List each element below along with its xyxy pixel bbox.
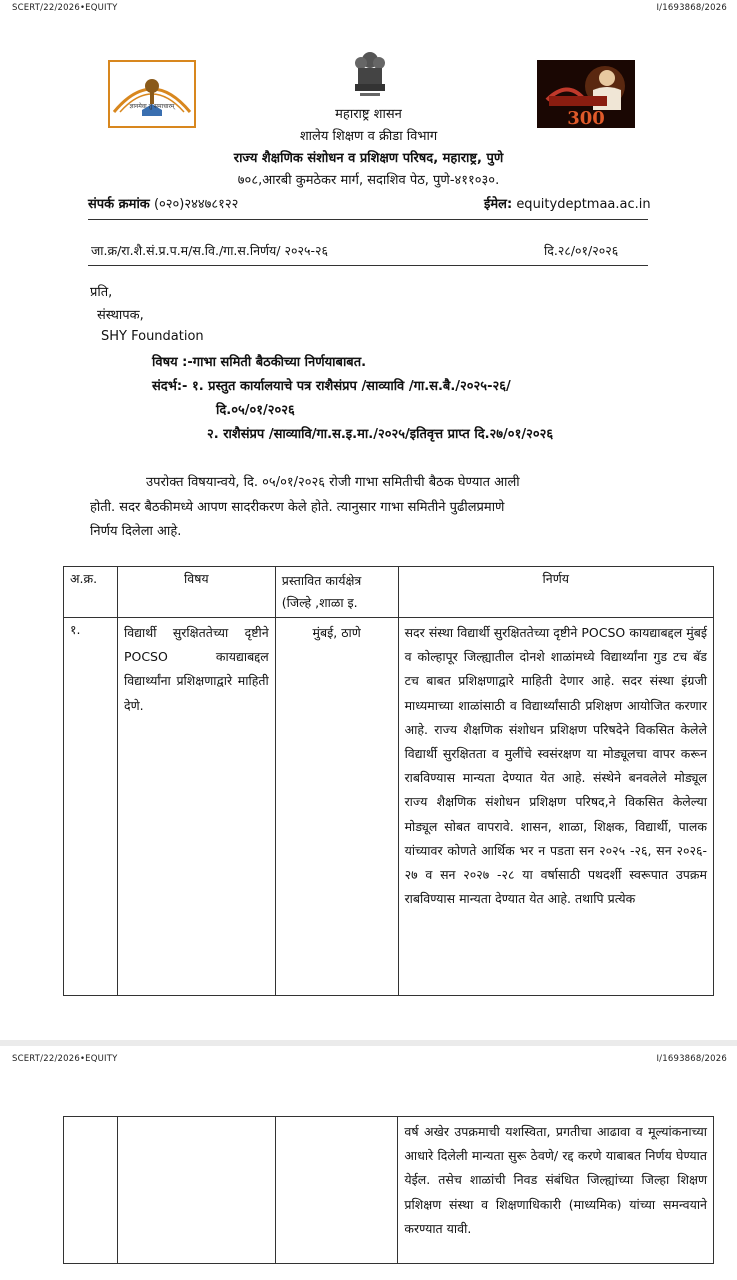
row-area: मुंबई, ठाणे xyxy=(275,618,398,996)
col-header-subject: विषय xyxy=(117,567,275,618)
col-header-sr: अ.क्र. xyxy=(64,567,118,618)
col-header-decision: निर्णय xyxy=(398,567,713,618)
body-line-3: निर्णय दिलेला आहे. xyxy=(90,524,182,539)
page-header-right: I/1693868/2026 xyxy=(656,1054,727,1064)
row-area-empty xyxy=(275,1117,398,1264)
seal-motto: ज्ञानमेवा तु समाचारम् xyxy=(129,103,175,110)
national-emblem-icon xyxy=(350,48,390,100)
letterhead-line4: ७०८,आरबी कुमठेकर मार्ग, सदाशिव पेठ, पुणे-४११०३०. xyxy=(237,173,500,188)
decision-table xyxy=(63,566,714,996)
body-line-2: होती. सदर बैठकीमध्ये आपण सादरीकरण केले होते. त्यानुसार गाभा समितीने पुढीलप्रमाणे xyxy=(90,500,505,515)
row-subject: विद्यार्थी सुरक्षिततेच्या दृष्टीने POCSO कायद्याबद्दल विद्यार्थ्यांना प्रशिक्षणाद्वारे माहिती देणे. xyxy=(117,618,275,996)
ref-divider xyxy=(88,265,648,266)
row-decision: सदर संस्था विद्यार्थी सुरक्षिततेच्या दृष्टीने POCSO कायद्याबद्दल मुंबई व कोल्हापूर जिल्ह्यातील दोनशे शाळांमध्ये विद्यार्थ्यांना गुड टच बॅड टच बाबत प्रशिक्षणाद्वारे माहिती देणार आहे. सदर संस्था इंग्रजी माध्यमाच्या शाळांसाठी व विद्यार्थ्यांसाठी प्रशिक्षण आयोजित करणार आहे. राज्य शैक्षणिक संशोधन प्रशिक्षण परिषदेने विकसित केलेले विद्यार्थी सुरक्षितता व मुलींचे स्वसंरक्षण या मोड्यूलचा वापर करून राबविण्यास मान्यता देण्यात येत आहे. संस्थेने बनवलेले मोड्यूल राज्य शैक्षणिक संशोधन प्रशिक्षण परिषद,ने विकसित केलेल्या मोड्यूल सोबत वापरावे. शासन, शाळा, शिक्षक, विद्यार्थी, पालक यांच्यावर कोणते आर्थिक भर न पडता सन २०२५ -२६, सन २०२६- २७ व सन २०२७ -२८ या वर्षासाठी पथदर्शी स्वरूपात उपक्रम राबविण्यास मान्यता देण्यात येत आहे. तथापि प्रत्येक xyxy=(398,618,713,996)
row-subject-empty xyxy=(117,1117,275,1264)
col-header-area: प्रस्तावित कार्यक्षेत्र (जिल्हे ,शाळा इ. xyxy=(275,567,398,618)
page-header-left: SCERT/22/2026•EQUITY xyxy=(12,3,118,13)
table-row xyxy=(64,1117,714,1264)
contact-label: संपर्क क्रमांक xyxy=(88,197,150,212)
letterhead-divider xyxy=(88,219,648,220)
address-to: प्रति, xyxy=(90,285,113,300)
document-page-2 xyxy=(0,1046,737,1280)
row-sr-empty xyxy=(64,1117,118,1264)
email xyxy=(484,194,651,212)
reference-2: २. राशैसंप्रप /साव्यावि/गा.स.इ.मा./२०२५/इतिवृत्त प्राप्त दि.२७/०१/२०२६ xyxy=(207,427,554,442)
contact-value: (०२०)२४४७८१२२ xyxy=(153,197,239,212)
page-header-left: SCERT/22/2026•EQUITY xyxy=(12,1054,118,1064)
email-label: ईमेल: xyxy=(484,197,513,212)
letterhead-line1: महाराष्ट्र शासन xyxy=(335,107,402,122)
decision-table-continued xyxy=(63,1116,714,1264)
subject-line: विषय :-गाभा समिती बैठकीच्या निर्णयाबाबत. xyxy=(152,355,367,370)
address-designation: संस्थापक, xyxy=(97,308,144,323)
page-header-right: I/1693868/2026 xyxy=(656,3,727,13)
letterhead-line2: शालेय शिक्षण व क्रीडा विभाग xyxy=(299,129,438,144)
contact-number xyxy=(88,194,238,212)
reference-number: जा.क्र/रा.शै.सं.प्र.प.म/स.वि./गा.स.निर्णय/ २०२५-२६ xyxy=(91,243,328,258)
email-value: equitydeptmaa.ac.in xyxy=(516,197,651,212)
letterhead-line3: राज्य शैक्षणिक संशोधन व प्रशिक्षण परिषद, महाराष्ट्र, पुणे xyxy=(233,151,504,166)
row-decision-continued: वर्ष अखेर उपक्रमाची यशस्विता, प्रगतीचा आढावा व मूल्यांकनाच्या आधारे दिलेली मान्यता सुरू ठेवणे/ रद्द करणे याबाबत निर्णय घेण्यात येईल. तसेच शाळांची निवड संबंधित जिल्ह्यांच्या जिल्हा शिक्षण प्रशिक्षण संस्था व शिक्षणाधिकारी (माध्यमिक) यांच्या समन्वयाने करण्यात यावी. xyxy=(398,1117,714,1264)
reference-1b: दि.०५/०१/२०२६ xyxy=(216,403,295,418)
table-row xyxy=(64,618,714,996)
letter-date: दि.२८/०१/२०२६ xyxy=(544,243,619,258)
row-sr: १. xyxy=(64,618,118,996)
table-header-row xyxy=(64,567,714,618)
address-org: SHY Foundation xyxy=(101,329,204,344)
reference-1a: संदर्भ:- १. प्रस्तुत कार्यालयाचे पत्र राशैसंप्रप /साव्यावि /गा.स.बै./२०२५-२६/ xyxy=(152,379,511,394)
body-line-1: उपरोक्त विषयान्वये, दि. ०५/०१/२०२६ रोजी गाभा समितीची बैठक घेण्यात आली xyxy=(146,475,520,490)
badge-number: 300 xyxy=(567,108,605,128)
